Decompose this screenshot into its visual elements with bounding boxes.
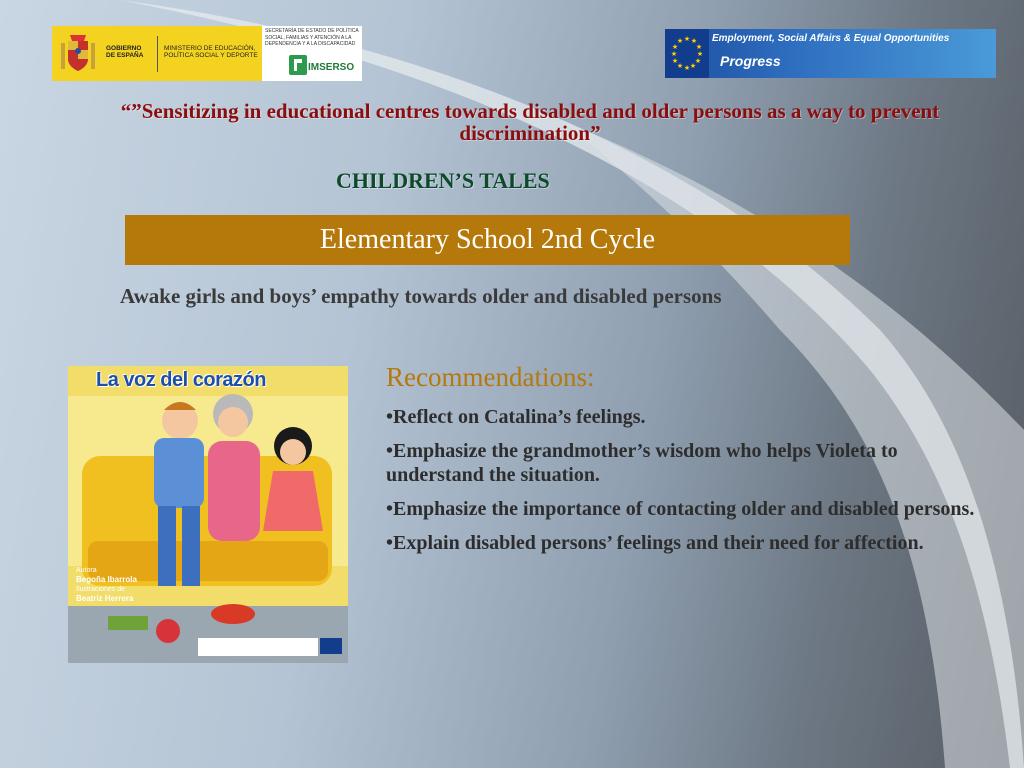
secretaria-text: SECRETARÍA DE ESTADO DE POLÍTICA SOCIAL, FAMILIAS Y ATENCIÓN A LA DEPENDENCIA Y A LA DISCAPACIDAD [265,28,359,47]
book-cover-image [68,366,348,663]
recommendation-item: •Reflect on Catalina’s feelings. [386,406,646,428]
svg-text:★: ★ [671,43,679,51]
svg-text:★: ★ [696,50,704,58]
illustrator-label: Ilustraciones de [76,586,126,593]
author-label: Autora [76,567,97,574]
eu-progress-text: Progress [720,53,781,69]
svg-text:★: ★ [689,62,697,70]
book-title: La voz del corazón [96,369,266,391]
spain-government-logo [52,26,362,81]
imserso-text: IMSERSO [308,62,355,73]
svg-text:★: ★ [695,43,703,51]
ministerio-text: MINISTERIO DE EDUCACIÓN, POLÍTICA SOCIAL Y DEPORTE [164,45,258,59]
logo-divider [157,36,158,72]
book-cover-illustration [68,366,348,663]
recommendations-heading: Recommendations: [386,362,595,392]
imserso-icon [289,55,307,75]
eu-program-text: Employment, Social Affairs & Equal Opportunities [712,33,950,44]
svg-text:★: ★ [683,64,691,72]
illustrator-name: Beatriz Herrera [76,594,134,603]
spain-crest-icon [58,33,98,75]
cycle-banner-text: Elementary School 2nd Cycle [319,224,656,255]
author-name: Begoña Ibarrola [76,575,137,584]
cycle-banner [125,215,850,265]
svg-text:★: ★ [683,35,691,43]
gobierno-text: GOBIERNO DE ESPAÑA [106,45,144,59]
recommendation-item: •Emphasize the importance of contacting older and disabled persons. [386,498,975,520]
eu-flag-icon [665,29,709,78]
slide-tagline: Awake girls and boys’ empathy towards older and disabled persons [120,284,722,308]
svg-text:★: ★ [676,62,684,70]
slide-title: “”Sensitizing in educational centres towards disabled and older persons as a way to prevent discrimination” [120,99,940,145]
slide-subtitle: CHILDREN’S TALES [336,168,550,193]
book-credits [76,566,137,604]
recommendations-section [386,362,976,565]
svg-text:★: ★ [690,37,698,45]
svg-text:★: ★ [670,50,678,58]
svg-text:★: ★ [676,37,684,45]
svg-text:★: ★ [694,57,702,65]
recommendation-item: •Emphasize the grandmother’s wisdom who helps Violeta to understand the situation. [386,440,898,486]
eu-progress-logo [665,29,996,78]
svg-text:★: ★ [671,57,679,65]
recommendation-item: •Explain disabled persons’ feelings and their need for affection. [386,532,924,554]
